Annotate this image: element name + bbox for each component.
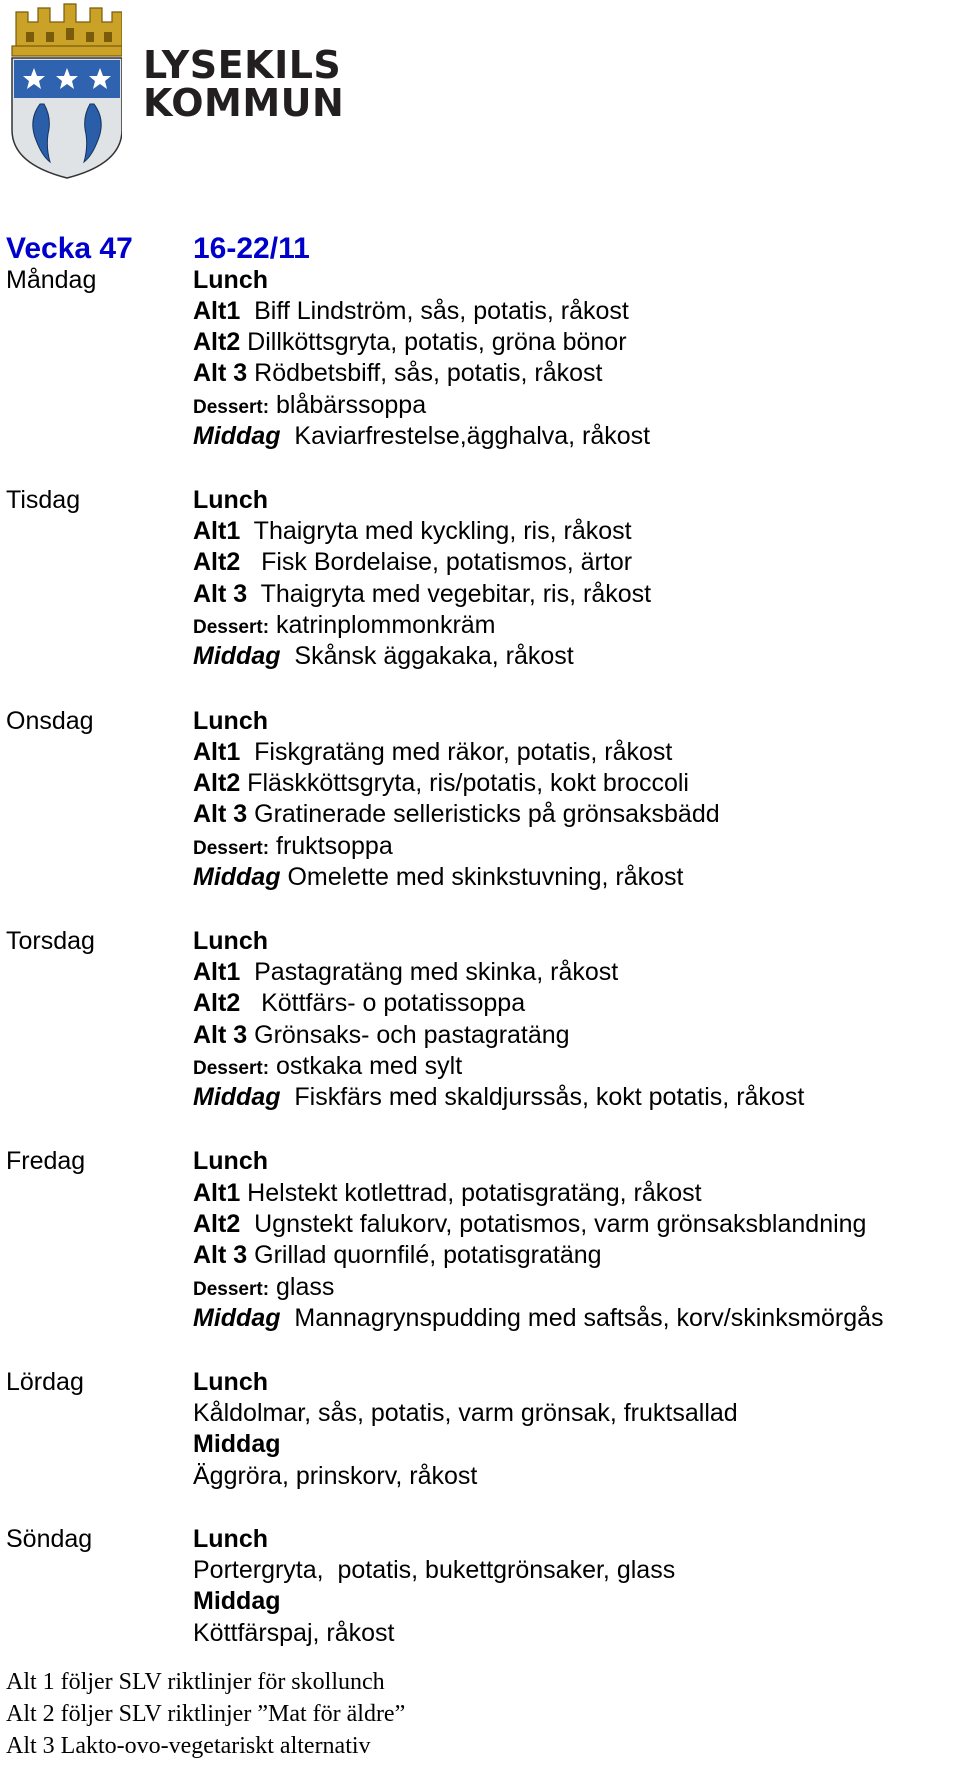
menu-line: [193, 610, 496, 643]
menu-line: [193, 1524, 268, 1554]
dish-text: Köttfärs- o potatissoppa: [240, 989, 526, 1017]
dish-text: Dillköttsgryta, potatis, gröna bönor: [240, 328, 627, 356]
menu-line: [193, 327, 627, 357]
logo-line-2: KOMMUN: [143, 81, 345, 125]
menu-line: [193, 516, 632, 546]
meal-label: Lunch: [193, 1525, 268, 1553]
dish-text: Biff Lindström, sås, potatis, råkost: [240, 297, 629, 325]
menu-line: [193, 768, 689, 798]
alt-label: Alt1: [193, 738, 241, 766]
dish-text: Köttfärspaj, råkost: [193, 1619, 395, 1647]
alt-label: Alt 3: [193, 800, 248, 828]
dish-text: Skånsk äggakaka, råkost: [280, 642, 574, 670]
dish-text: Äggröra, prinskorv, råkost: [193, 1462, 478, 1490]
day-name-monday: Måndag: [6, 266, 97, 294]
menu-line: [193, 706, 268, 736]
footnote-alt3: Alt 3 Lakto-ovo-vegetariskt alternativ: [6, 1733, 371, 1759]
meal-label: Lunch: [193, 1368, 268, 1396]
alt-label: Alt2: [193, 548, 241, 576]
dessert-label: Dessert:: [193, 617, 270, 638]
dish-text: Mannagrynspudding med saftsås, korv/skinksmörgås: [280, 1304, 884, 1332]
dish-text: Helstekt kotlettrad, potatisgratäng, råkost: [240, 1179, 702, 1207]
menu-line: [193, 579, 651, 609]
menu-line: [193, 737, 672, 767]
menu-line: [193, 1461, 477, 1491]
dish-text: Rödbetsbiff, sås, potatis, råkost: [247, 359, 603, 387]
dish-text: Fisk Bordelaise, potatismos, ärtor: [240, 548, 633, 576]
dish-text: Thaigryta med kyckling, ris, råkost: [240, 517, 632, 545]
dish-text: katrinplommonkräm: [269, 611, 496, 639]
alt-label: Alt 3: [193, 1021, 248, 1049]
day-name-tuesday: Tisdag: [6, 486, 81, 514]
menu-line: [193, 421, 650, 451]
alt-label: Alt2: [193, 328, 241, 356]
menu-line: [193, 1051, 462, 1084]
lysekil-coat-of-arms-icon: [6, 2, 122, 180]
day-name-wednesday: Onsdag: [6, 707, 94, 735]
menu-line: [193, 957, 618, 987]
dish-text: Fläskköttsgryta, ris/potatis, kokt broccoli: [240, 769, 689, 797]
dish-text: ostkaka med sylt: [269, 1052, 463, 1080]
dish-text: Omelette med skinkstuvning, råkost: [280, 863, 684, 891]
menu-line: [193, 1429, 281, 1459]
dessert-label: Dessert:: [193, 1058, 270, 1079]
menu-line: [193, 799, 720, 829]
alt-label: Alt 3: [193, 1241, 248, 1269]
menu-line: [193, 1398, 738, 1428]
dish-text: Grillad quornfilé, potatisgratäng: [247, 1241, 602, 1269]
day-name-thursday: Torsdag: [6, 927, 95, 955]
meal-label: Lunch: [193, 486, 268, 514]
menu-line: [193, 390, 426, 423]
dessert-label: Dessert:: [193, 838, 270, 859]
menu-line: [193, 358, 602, 388]
dish-text: Fiskfärs med skaldjurssås, kokt potatis, råkost: [280, 1083, 805, 1111]
menu-line: [193, 1146, 268, 1176]
menu-line: [193, 1209, 866, 1239]
dish-text: blåbärssoppa: [269, 391, 427, 419]
dinner-label: Middag: [193, 422, 281, 450]
day-name-friday: Fredag: [6, 1147, 86, 1175]
meal-label: Lunch: [193, 707, 268, 735]
dish-text: Grönsaks- och pastagratäng: [247, 1021, 570, 1049]
menu-line: [193, 1082, 804, 1112]
menu-line: [193, 1367, 268, 1397]
dish-text: Kaviarfrestelse,ägghalva, råkost: [280, 422, 651, 450]
dish-text: Pastagratäng med skinka, råkost: [240, 958, 619, 986]
footnote-alt2: Alt 2 följer SLV riktlinjer ”Mat för äldre”: [6, 1701, 406, 1727]
meal-label: Middag: [193, 1430, 281, 1458]
alt-label: Alt1: [193, 517, 241, 545]
menu-line: [193, 1618, 394, 1648]
menu-line: [193, 988, 525, 1018]
logo-wordmark: [143, 43, 345, 125]
menu-line: [193, 485, 268, 515]
alt-label: Alt2: [193, 989, 241, 1017]
alt-label: Alt2: [193, 1210, 241, 1238]
alt-label: Alt1: [193, 1179, 241, 1207]
menu-line: [193, 1020, 570, 1050]
menu-line: [193, 862, 683, 892]
menu-line: [193, 1240, 602, 1270]
dish-text: Fiskgratäng med räkor, potatis, råkost: [240, 738, 673, 766]
dinner-label: Middag: [193, 642, 281, 670]
dish-text: glass: [269, 1273, 335, 1301]
dish-text: fruktsoppa: [269, 832, 393, 860]
menu-line: [193, 641, 574, 671]
alt-label: Alt 3: [193, 359, 248, 387]
dinner-label: Middag: [193, 1304, 281, 1332]
meal-label: Middag: [193, 1587, 281, 1615]
menu-line: [193, 926, 268, 956]
meal-label: Lunch: [193, 927, 268, 955]
menu-line: [193, 1555, 675, 1585]
day-name-sunday: Söndag: [6, 1525, 93, 1553]
dish-text: Portergryta, potatis, bukettgrönsaker, glass: [193, 1556, 676, 1584]
dinner-label: Middag: [193, 863, 281, 891]
logo-line-1: LYSEKILS: [143, 43, 342, 87]
alt-label: Alt1: [193, 297, 241, 325]
dish-text: Gratinerade selleristicks på grönsaksbädd: [247, 800, 720, 828]
dish-text: Kåldolmar, sås, potatis, varm grönsak, fruktsallad: [193, 1399, 738, 1427]
week-dates: 16-22/11: [193, 232, 310, 265]
menu-line: [193, 831, 393, 864]
week-label: Vecka 47: [6, 232, 133, 265]
menu-line: [193, 1178, 702, 1208]
dish-text: Thaigryta med vegebitar, ris, råkost: [247, 580, 652, 608]
footnote-alt1: Alt 1 följer SLV riktlinjer för skollunch: [6, 1669, 385, 1695]
dish-text: Ugnstekt falukorv, potatismos, varm grönsaksblandning: [240, 1210, 867, 1238]
alt-label: Alt1: [193, 958, 241, 986]
dessert-label: Dessert:: [193, 1279, 270, 1300]
menu-line: [193, 1272, 334, 1305]
day-name-saturday: Lördag: [6, 1368, 84, 1396]
dessert-label: Dessert:: [193, 397, 270, 418]
menu-line: [193, 296, 629, 326]
menu-line: [193, 1303, 884, 1333]
menu-line: [193, 547, 632, 577]
alt-label: Alt2: [193, 769, 241, 797]
meal-label: Lunch: [193, 266, 268, 294]
dinner-label: Middag: [193, 1083, 281, 1111]
menu-line: [193, 265, 268, 295]
alt-label: Alt 3: [193, 580, 248, 608]
menu-line: [193, 1586, 281, 1616]
meal-label: Lunch: [193, 1147, 268, 1175]
